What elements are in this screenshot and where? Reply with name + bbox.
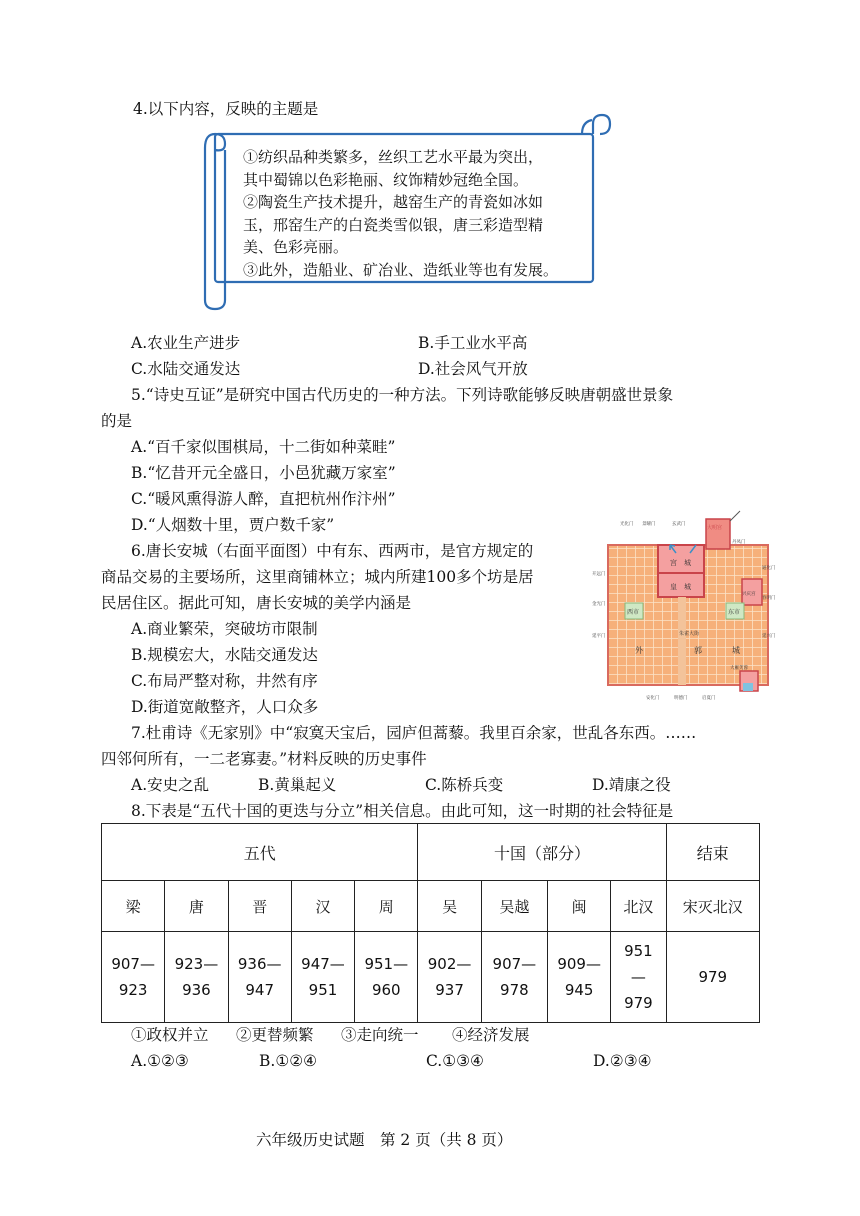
q6-option-b[interactable]: B.规模宏大，水陆交通发达 xyxy=(131,646,318,664)
map-label-east-market: 东市 xyxy=(728,609,741,616)
state-name: 汉 xyxy=(291,881,354,932)
period-cell xyxy=(291,932,354,1023)
scroll-line: 玉，邢窑生产的白瓷类雪似银，唐三彩造型精 xyxy=(243,215,544,234)
map-label-guo: 郭 xyxy=(694,646,702,655)
map-label-huang-cheng: 皇 城 xyxy=(670,583,691,591)
period-cell xyxy=(418,932,481,1023)
period-cell xyxy=(666,932,759,1023)
scroll-line: 美、色彩亮丽。 xyxy=(243,238,349,256)
scroll-line: ②陶瓷生产技术提升，越窑生产的青瓷如冰如 xyxy=(243,193,544,211)
map-label-furong: 大雁芙蓉 xyxy=(730,666,748,671)
q5-stem-line2: 的是 xyxy=(101,412,133,430)
map-gate-anhua: 安化门 xyxy=(646,696,660,701)
map-label-da-ming-gong: 大明宫 xyxy=(707,525,723,531)
q7-stem-line1: 7.杜甫诗《无家别》中“寂寞天宝后，园庐但蒿藜。我里百余家，世乱各东西。…… xyxy=(131,724,697,742)
state-name: 宋灭北汉 xyxy=(666,881,759,932)
q8-choice-4: ④经济发展 xyxy=(452,1026,530,1044)
q4-stem: 4.以下内容，反映的主题是 xyxy=(133,100,319,118)
state-name: 梁 xyxy=(102,881,165,932)
q6-option-d[interactable]: D.街道宽敞整齐，人口众多 xyxy=(131,698,319,716)
period-start: 907— xyxy=(111,955,155,973)
q6-option-a[interactable]: A.商业繁荣，突破坊市限制 xyxy=(131,620,318,638)
period-end: 951 xyxy=(308,981,338,999)
header-ten-kingdoms: 十国（部分） xyxy=(418,824,666,881)
state-name: 吴越 xyxy=(481,881,547,932)
map-label-wai: 外 xyxy=(635,646,643,655)
period-start: 907— xyxy=(492,955,537,973)
page-footer: 六年级历史试题 第 2 页（共 8 页） xyxy=(256,1131,513,1149)
scroll-line: ③此外，造船业、矿冶业、造纸业等也有发展。 xyxy=(243,260,559,279)
period-end: 978 xyxy=(500,981,529,999)
q6-option-c[interactable]: C.布局严整对称，井然有序 xyxy=(131,672,318,690)
q8-option-a[interactable]: A.①②③ xyxy=(131,1052,189,1070)
q7-option-c[interactable]: C.陈桥兵变 xyxy=(425,776,504,794)
header-five-dynasties: 五代 xyxy=(102,824,418,881)
header-end: 结束 xyxy=(666,824,759,881)
period-cell xyxy=(165,932,228,1023)
q5-option-b[interactable]: B.“忆昔开元全盛日，小邑犹藏万家室” xyxy=(131,464,396,482)
map-gate-jinguang: 金光门 xyxy=(592,602,606,607)
map-label-cheng: 城 xyxy=(732,646,740,655)
q5-option-c[interactable]: C.“暖风熏得游人醉，直把杭州作汴州” xyxy=(131,490,396,508)
map-label-zhu-que: 朱雀大街 xyxy=(679,631,700,637)
q4-option-b[interactable]: B.手工业水平高 xyxy=(418,334,528,352)
map-gate-danfeng: 丹凤门 xyxy=(732,540,746,545)
map-gate-jingyao: 景曜门 xyxy=(642,522,656,527)
period-start: 909— xyxy=(557,955,601,973)
q8-choice-2: ②更替频繁 xyxy=(236,1026,314,1044)
map-gate-yanping: 延平门 xyxy=(592,634,606,639)
map-gate-kaiyuan: 开远门 xyxy=(592,572,606,577)
q8-choice-3: ③走向统一 xyxy=(341,1026,419,1044)
q4-option-c[interactable]: C.水陆交通发达 xyxy=(131,360,241,378)
q8-stem: 8.下表是“五代十国的更迭与分立”相关信息。由此可知，这一时期的社会特征是 xyxy=(131,802,674,820)
map-label-west-market: 西市 xyxy=(627,609,640,616)
changan-city-map xyxy=(590,503,776,715)
period-start: 902— xyxy=(427,955,472,973)
map-gate-guanghua: 光化门 xyxy=(620,522,634,527)
period-dash: — xyxy=(630,968,646,986)
q5-stem-line1: 5.“诗史互证”是研究中国古代历史的一种方法。下列诗歌能够反映唐朝盛世景象 xyxy=(131,386,674,404)
period-start: 947— xyxy=(301,955,345,973)
q5-option-a[interactable]: A.“百千家似围棋局，十二街如种菜畦” xyxy=(131,438,396,456)
q6-stem-line1: 6.唐长安城（右面平面图）中有东、西两市，是官方规定的 xyxy=(131,542,534,560)
map-gate-qixia: 启夏门 xyxy=(702,696,716,701)
period-cell xyxy=(481,932,547,1023)
period-end: 937 xyxy=(435,981,464,999)
q7-stem-line2: 四邻何所有，一二老寡妻。”材料反映的历史事件 xyxy=(101,750,427,768)
q8-option-b[interactable]: B.①②④ xyxy=(259,1052,318,1070)
state-name: 周 xyxy=(355,881,418,932)
period-end: 923 xyxy=(118,981,148,999)
map-gate-yanxing: 延兴门 xyxy=(762,634,776,639)
period-start: 951— xyxy=(364,955,409,973)
period-start: 936— xyxy=(237,955,282,973)
period-end: 945 xyxy=(564,981,594,999)
period-end: 936 xyxy=(182,981,211,999)
q8-option-d[interactable]: D.②③④ xyxy=(593,1052,652,1070)
q8-option-c[interactable]: C.①③④ xyxy=(426,1052,484,1070)
period-start: 951 xyxy=(624,942,653,960)
q8-choice-1: ①政权并立 xyxy=(131,1026,209,1044)
period-cell xyxy=(548,932,611,1023)
q6-stem-line2: 商品交易的主要场所，这里商铺林立；城内所建100多个坊是居 xyxy=(101,568,534,586)
period-cell xyxy=(102,932,165,1023)
state-name: 晋 xyxy=(228,881,291,932)
map-gate-mingde: 明德门 xyxy=(674,696,688,701)
q7-option-a[interactable]: A.安史之乱 xyxy=(131,776,210,794)
period-year: 979 xyxy=(698,968,728,986)
q6-stem-line3: 民居住区。据此可知，唐长安城的美学内涵是 xyxy=(101,594,412,612)
q4-option-a[interactable]: A.农业生产进步 xyxy=(131,334,241,352)
map-gate-xuanwu: 玄武门 xyxy=(672,522,686,527)
q5-option-d[interactable]: D.“人烟数十里，贾户数千家” xyxy=(131,516,335,534)
state-name: 北汉 xyxy=(611,881,666,932)
map-gate-chunming: 春明门 xyxy=(762,596,776,601)
period-end: 947 xyxy=(245,981,275,999)
q4-scroll-content xyxy=(243,146,598,281)
period-end: 979 xyxy=(624,994,653,1012)
period-cell xyxy=(228,932,291,1023)
period-start: 923— xyxy=(174,955,219,973)
state-name: 闽 xyxy=(548,881,611,932)
map-label-gong-cheng: 宫 城 xyxy=(670,559,691,567)
five-dynasties-table xyxy=(101,823,760,1023)
state-name: 唐 xyxy=(165,881,228,932)
state-name: 吴 xyxy=(418,881,481,932)
period-cell xyxy=(611,932,666,1023)
period-cell xyxy=(355,932,418,1023)
q4-option-d[interactable]: D.社会风气开放 xyxy=(418,360,528,378)
map-gate-tonghua: 通化门 xyxy=(762,566,776,571)
q7-option-b[interactable]: B.黄巢起义 xyxy=(258,776,337,794)
period-end: 960 xyxy=(371,981,401,999)
q7-option-d[interactable]: D.靖康之役 xyxy=(592,776,671,794)
map-label-xing-qing-gong: 兴庆宫 xyxy=(742,592,756,597)
scroll-line: 其中蜀锦以色彩艳丽、纹饰精妙冠绝全国。 xyxy=(243,170,529,189)
scroll-line: ①纺织品种类繁多，丝织工艺水平最为突出， xyxy=(243,148,544,166)
